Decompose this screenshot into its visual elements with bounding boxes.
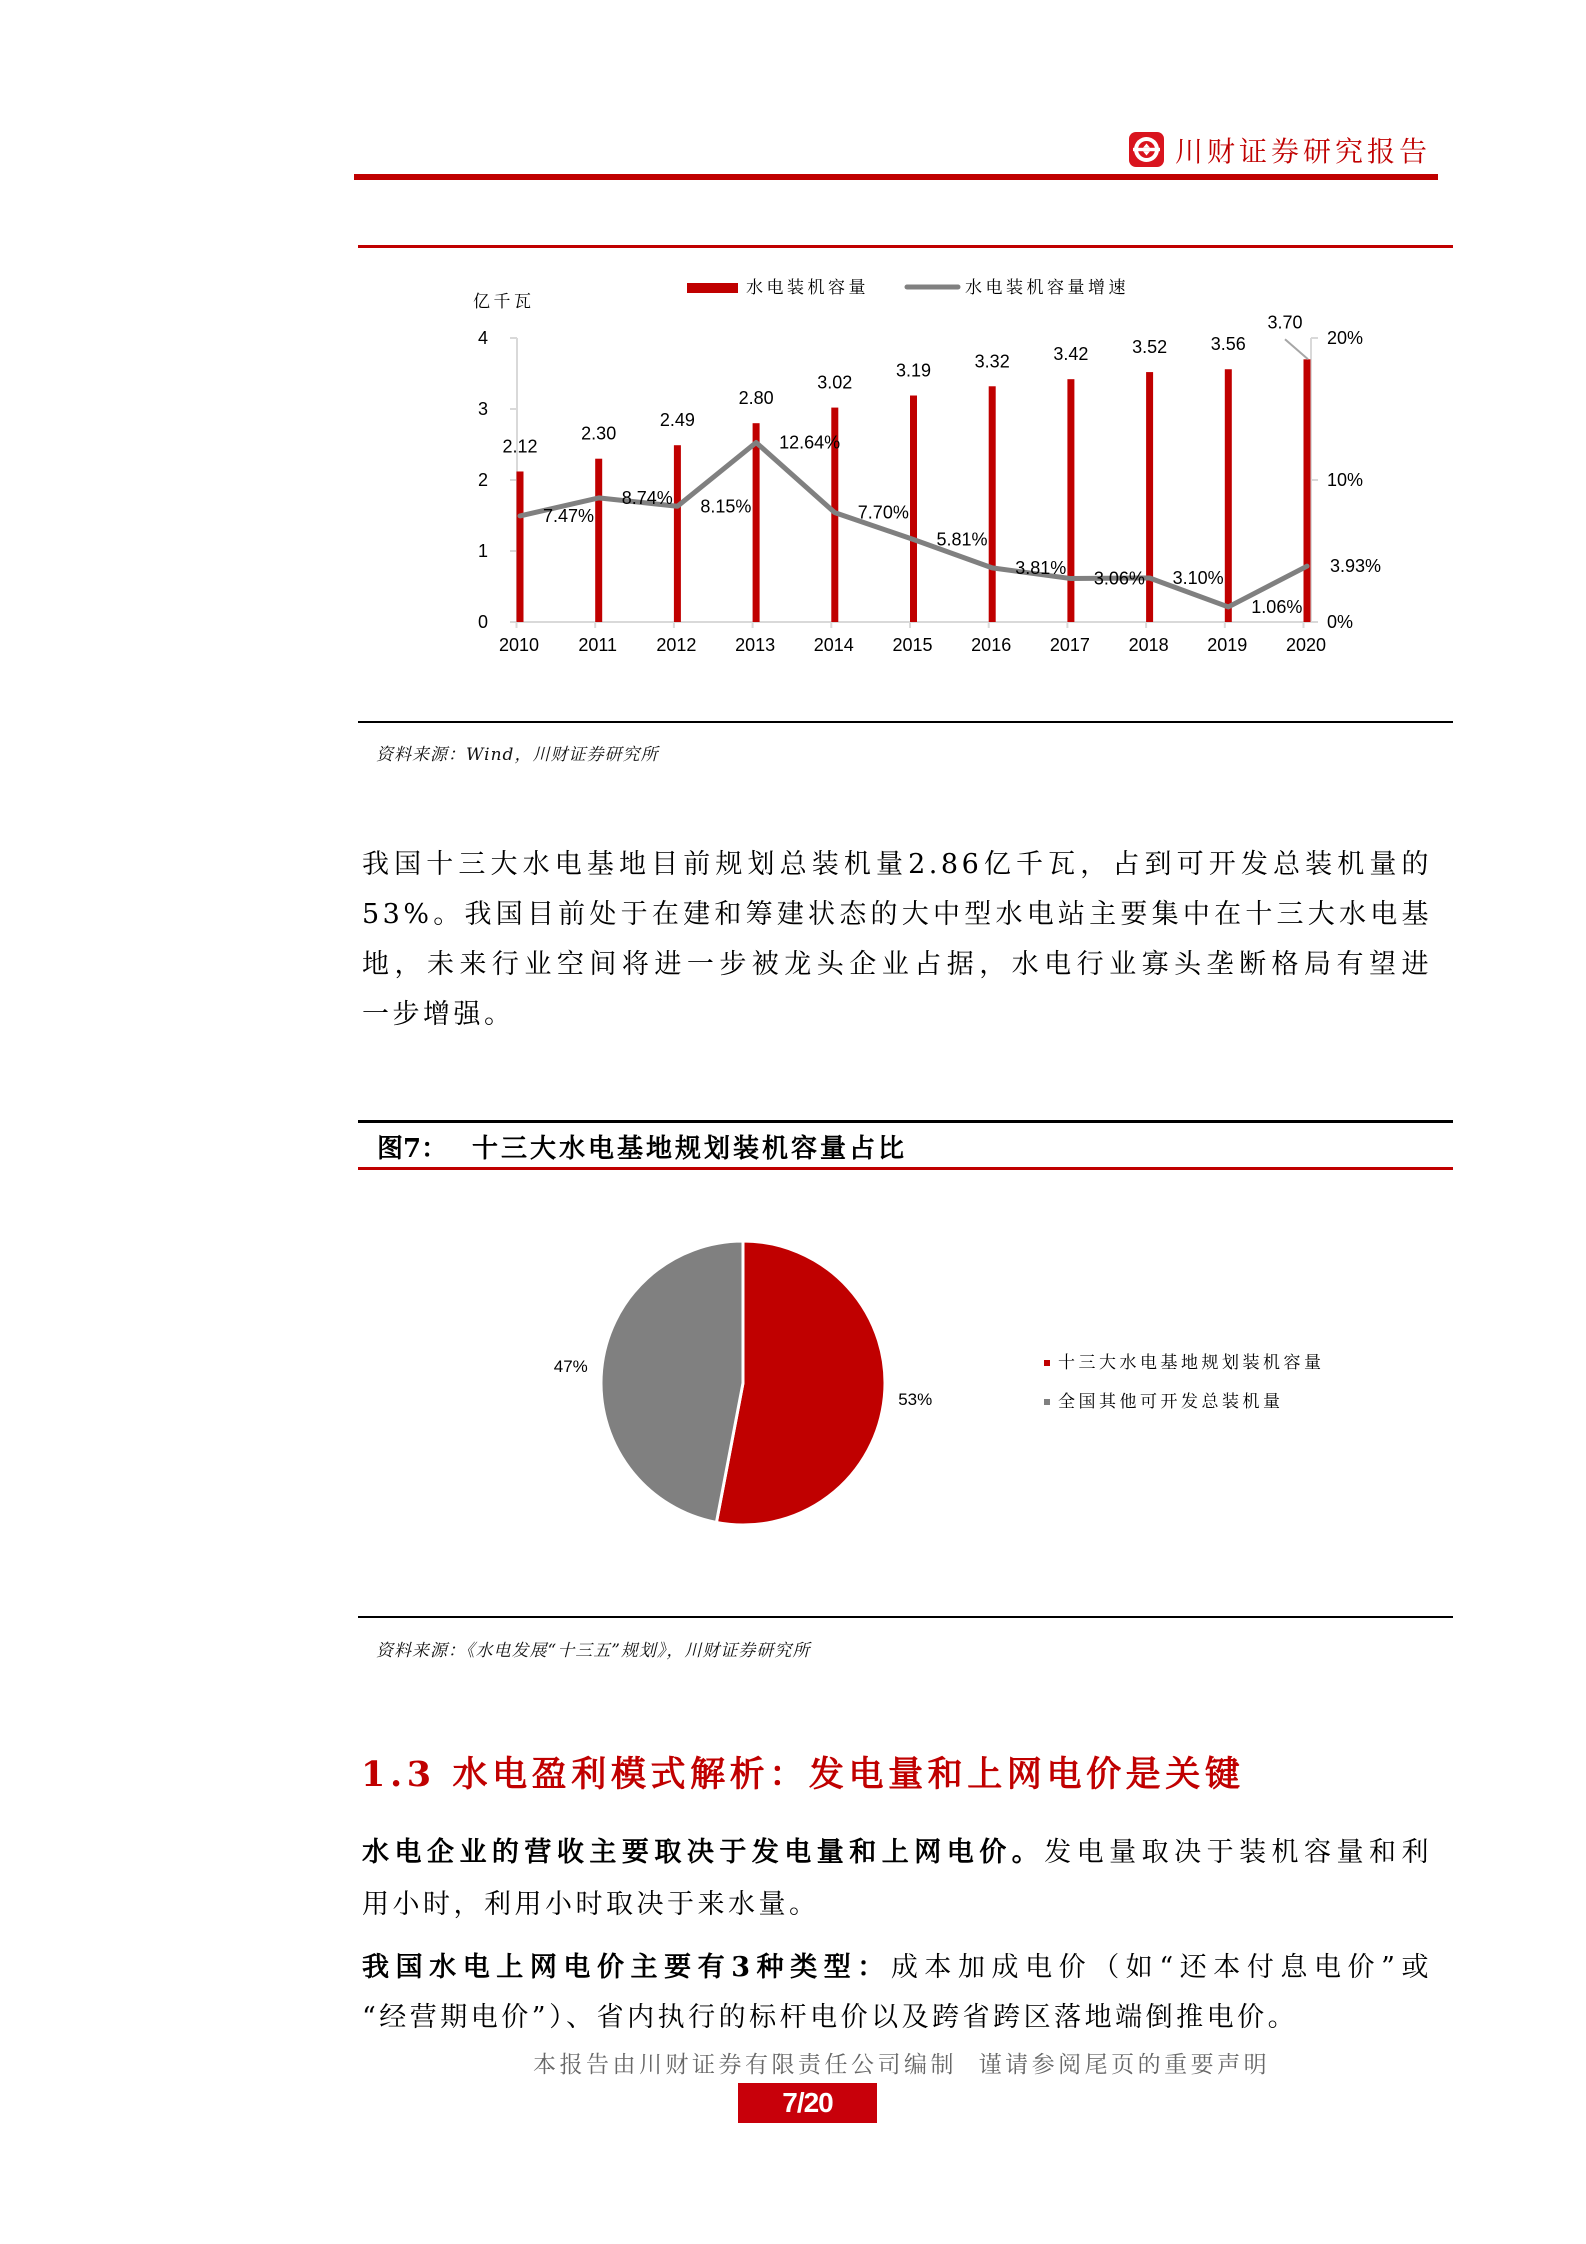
legend-swatch-icon xyxy=(1044,1399,1050,1405)
footer-disclaimer: 本报告由川财证券有限责任公司编制 谨请参阅尾页的重要声明 xyxy=(533,2052,1271,2078)
bar xyxy=(1304,359,1311,622)
bar-value-label: 3.70 xyxy=(1267,312,1303,333)
x-tick-label: 2013 xyxy=(735,635,776,655)
y-tick-label: 3 xyxy=(477,399,489,419)
x-tick-label: 2012 xyxy=(656,635,697,655)
pie-legend xyxy=(1044,1353,1325,1412)
line-series xyxy=(520,433,1381,617)
paragraph-text: 用小时，利用小时取决于来水量。 xyxy=(362,1889,820,1920)
bar-value-label: 3.56 xyxy=(1210,334,1246,355)
pie-slice-label: 47% xyxy=(553,1357,588,1377)
figure-title: 十三大水电基地规划装机容量占比 xyxy=(472,1134,908,1164)
figure-number: 图7： xyxy=(377,1134,448,1164)
pie-slice-label: 53% xyxy=(898,1389,933,1409)
paragraph-text: 发电量取决于装机容量和利 xyxy=(1044,1837,1432,1868)
paragraph-line xyxy=(362,1993,1432,2043)
bar xyxy=(989,386,996,622)
bar xyxy=(1225,369,1232,622)
paragraph-line: 53%。我国目前处于在建和筹建状态的大中型水电站主要集中在十三大水电基 xyxy=(362,899,1432,930)
figure-source-note: 资料来源：《水电发展“十三五”规划》，川财证券研究所 xyxy=(376,1641,811,1661)
figure-title-top-divider xyxy=(358,1120,1453,1123)
y-axis-unit-label: 亿千瓦 xyxy=(473,292,535,312)
bar-value-label: 2.30 xyxy=(581,423,617,444)
brand-title: 川财证券研究报告 xyxy=(1175,135,1432,168)
legend-label: 水电装机容量 xyxy=(746,278,869,298)
y-tick-label: 2 xyxy=(477,470,489,490)
bar-value-label: 3.52 xyxy=(1132,337,1168,358)
x-tick-label: 2019 xyxy=(1207,635,1248,655)
legend-label: 十三大水电基地规划装机容量 xyxy=(1058,1353,1325,1373)
label-leader-line xyxy=(1285,339,1308,359)
chuancai-securities-logo-icon xyxy=(1129,132,1164,167)
paragraph-text: 成本加成电价（如“还本付息电价”或 xyxy=(890,1952,1432,1983)
bar-value-label: 3.32 xyxy=(974,351,1010,372)
line-value-label: 5.81% xyxy=(936,529,988,550)
line-value-label: 1.06% xyxy=(1251,596,1303,617)
capacity-bar-line-chart xyxy=(440,260,1450,680)
capacity-share-pie-chart xyxy=(540,1220,1440,1560)
legend-label: 全国其他可开发总装机量 xyxy=(1058,1392,1284,1412)
bar-value-label: 2.49 xyxy=(659,410,695,431)
body-paragraph xyxy=(362,1943,1432,2043)
y2-tick-label: 20% xyxy=(1327,328,1364,348)
x-tick-label: 2010 xyxy=(498,635,540,655)
line-value-label: 3.06% xyxy=(1093,568,1145,589)
figure-bottom-divider xyxy=(358,1616,1453,1618)
bar-value-label: 2.12 xyxy=(502,436,538,457)
section-heading: 1.3 水电盈利模式解析：发电量和上网电价是关键 xyxy=(361,1754,1245,1795)
x-tick-label: 2015 xyxy=(892,635,933,655)
bar-value-label: 3.42 xyxy=(1053,344,1089,365)
bold-lead-text: 水电企业的营收主要取决于发电量和上网电价。 xyxy=(362,1837,1045,1868)
line-value-label: 8.15% xyxy=(700,496,752,517)
paragraph-line xyxy=(362,1879,1432,1931)
line-value-label: 7.47% xyxy=(543,505,595,526)
bar-value-label: 2.80 xyxy=(738,388,774,409)
page-number-badge: 7/20 xyxy=(738,2083,877,2123)
paragraph-line xyxy=(362,1827,1432,1879)
bar xyxy=(595,459,602,622)
x-tick-label: 2017 xyxy=(1049,635,1090,655)
bar xyxy=(910,396,917,622)
line-value-label: 8.74% xyxy=(621,487,673,508)
legend-swatch-icon xyxy=(1044,1360,1050,1366)
line-value-label: 3.10% xyxy=(1172,567,1224,588)
bar xyxy=(674,445,681,622)
paragraph-line: 地，未来行业空间将进一步被龙头企业占据，水电行业寡头垄断格局有望进 xyxy=(362,949,1432,980)
line-value-label: 3.93% xyxy=(1330,556,1382,577)
y2-tick-label: 10% xyxy=(1327,470,1364,490)
legend-label: 水电装机容量增速 xyxy=(965,278,1129,298)
line-value-label: 7.70% xyxy=(857,502,909,523)
body-paragraph xyxy=(362,840,1432,1040)
paragraph-text: “经营期电价”）、省内执行的标杆电价以及跨省跨区落地端倒推电价。 xyxy=(362,2002,1299,2033)
figure-title-bottom-divider xyxy=(358,1167,1453,1170)
y2-tick-label: 0% xyxy=(1327,612,1354,632)
y-tick-label: 4 xyxy=(477,328,489,348)
x-tick-label: 2018 xyxy=(1128,635,1169,655)
bold-lead-text: 我国水电上网电价主要有3种类型： xyxy=(362,1952,891,1983)
y-tick-label: 1 xyxy=(477,541,489,561)
paragraph-line: 我国十三大水电基地目前规划总装机量2.86亿千瓦，占到可开发总装机量的 xyxy=(362,849,1432,880)
x-tick-label: 2014 xyxy=(813,635,854,655)
chart-legend xyxy=(687,278,1129,298)
line-value-label: 12.64% xyxy=(779,432,841,453)
figure-bottom-divider xyxy=(358,721,1453,723)
paragraph-line xyxy=(362,1943,1432,1993)
bar xyxy=(1146,372,1153,622)
figure-top-divider xyxy=(358,245,1453,248)
body-paragraph xyxy=(362,1827,1432,1931)
header-divider xyxy=(354,174,1438,180)
x-tick-label: 2011 xyxy=(578,635,618,655)
bar xyxy=(517,471,524,622)
bar xyxy=(753,423,760,622)
legend-bar-swatch-icon xyxy=(687,283,738,293)
x-tick-label: 2020 xyxy=(1285,635,1327,655)
figure-source-note: 资料来源：Wind，川财证券研究所 xyxy=(376,745,659,765)
bar xyxy=(1067,379,1074,622)
pie-slice xyxy=(601,1241,743,1522)
paragraph-line: 一步增强。 xyxy=(362,999,515,1030)
x-tick-label: 2016 xyxy=(971,635,1012,655)
y-tick-label: 0 xyxy=(477,612,489,632)
bar-value-label: 3.02 xyxy=(817,372,853,393)
pie-slices xyxy=(554,1241,932,1525)
line-value-label: 3.81% xyxy=(1015,557,1067,578)
bar-value-label: 3.19 xyxy=(895,360,932,381)
